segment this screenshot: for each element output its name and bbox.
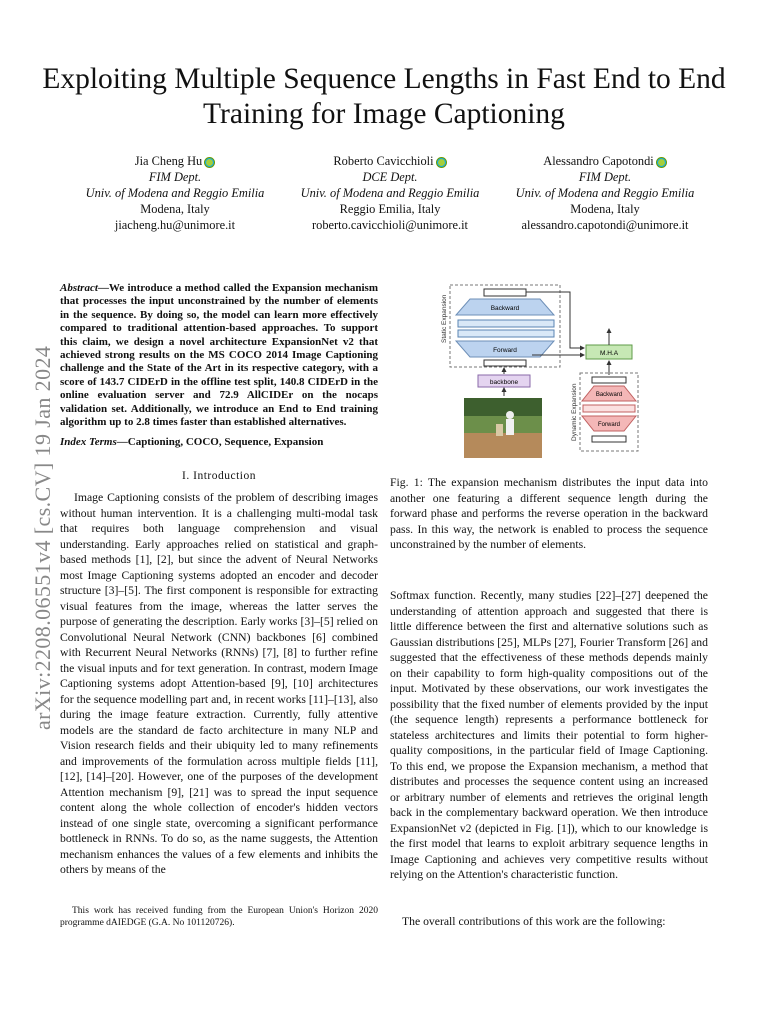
orcid-icon[interactable]: [656, 157, 667, 168]
index-terms-lead: Index Terms: [60, 436, 117, 448]
author-dept: DCE Dept.: [362, 170, 418, 184]
forward-label: Forward: [493, 347, 517, 354]
expanded-row-1: [458, 320, 554, 327]
author-dept: FIM Dept.: [578, 170, 632, 184]
author-name: Roberto Cavicchioli: [333, 154, 434, 168]
index-terms-text: —Captioning, COCO, Sequence, Expansion: [116, 436, 324, 448]
author-city: Reggio Emilia, Italy: [339, 202, 441, 216]
expanded-row-2: [458, 330, 554, 337]
index-terms: [60, 435, 378, 451]
author-3: [500, 153, 710, 233]
intro-paragraph: Image Captioning consists of the problem of describing images without human intervention. It is a challenging multi-modal task that requires both language comprehension and visual understanding. Early approaches relied on statistical and graph-based methods [1], [2], but since the advent of Neural Networks most Image Captioning systems adopted an encoder and decoder structure [3]–[5]. The first component is responsible for extracting visual features from the image, whereas the latter serves the purpose of generating the description. Early works [3]–[5] relied on Convolutional Neural Network (CNN) backbones [6] combined with Recurrent Neural Networks (RNNs) [7], [8] to further refine the visual inputs and for text generation. In contrast, modern Image Captioning systems adopt Attention-based [9], [10] architectures for the sequence modelling part and, in recent works [11]–[13], also during the image feature extraction. Currently, fully attentive models are the standard de facto architecture in many NLP and Vision research fields and their ubiquity led to many refinements and improvements of the formulation across multiple fields [11], [12], [14]–[20]. However, one of the purposes of the development Attention mechanism [9], [21] was to spread the input sequence content along the whole collection of encoder's hidden vectors instead of one single state, overcoming a significant performance bottleneck in RNNs. To do so, as the name suggests, the Attention mechanism enhances the values of a few elements and inhibits the others by means of the: [60, 491, 378, 876]
orcid-icon[interactable]: [204, 157, 215, 168]
author-city: Modena, Italy: [140, 202, 210, 216]
backward-label: Backward: [490, 305, 520, 312]
figure-1: [440, 283, 680, 463]
abstract: [60, 282, 378, 429]
author-name: Alessandro Capotondi: [543, 154, 654, 168]
author-email[interactable]: alessandro.capotondi@unimore.it: [521, 218, 689, 232]
author-email[interactable]: roberto.cavicchioli@unimore.it: [312, 218, 468, 232]
abstract-lead: Abstract: [60, 282, 98, 294]
author-dept: FIM Dept.: [148, 170, 202, 184]
backbone-label: backbone: [489, 379, 519, 386]
token-strip: [592, 436, 626, 442]
dynamic-expansion-label: Dynamic Expansion: [571, 383, 578, 441]
mha-label: M.H.A: [599, 350, 619, 357]
contributions-intro: The overall contributions of this work are the following:: [402, 915, 666, 928]
right-paragraph: Softmax function. Recently, many studies [22]–[27] deepened the understanding of attention approach and suggested that there is little difference between the first and alternative solutions such as Gaussian distributions [25], MLPs [27], Fourier Transform [26] and suggested that the effectiveness of these methods depends mainly on their capability to form high-quality compositions out of the input. Motivated by these observations, our work investigates the possibility that the fixed number of elements provided by the input (the sequence length) represents a performance bottleneck for stateless architectures and limits their potential to form higher-quality compositions, in the particular field of Image Captioning. To this end, we propose the Expansion mechanism, a method that distributes and processes the sequence content using an increased or arbitrary number of elements and retrieves the original length back in the complementary backward operation. We then introduce ExpansionNet v2 (depicted in Fig. [1]), which to our knowledge is the first model that learns to exploit arbitrary sequence lengths in Image Captioning and achieves very competitive results without relying on the Attention's characteristic function.: [390, 589, 708, 881]
token-strip: [592, 377, 626, 383]
author-name: Jia Cheng Hu: [134, 154, 203, 168]
author-block: [70, 153, 710, 233]
expansion-diagram: [440, 283, 680, 463]
author-univ: Univ. of Modena and Reggio Emilia: [85, 186, 265, 200]
author-email[interactable]: jiacheng.hu@unimore.it: [114, 218, 236, 232]
orcid-icon[interactable]: [436, 157, 447, 168]
abstract-text: —We introduce a method called the Expansion mechanism that processes the input unconstrained by the number of elements in the sequence. By doing so, the model can learn more effectively compared to traditional attention-based approaches. To support this claim, we design a novel architecture ExpansionNet v2 that achieved strong results on the MS COCO 2014 Image Captioning challenge and the State of the Art in its respective category, with a score of 143.7 CIDErD in the offline test split, 140.8 CIDErD in the online evaluation server and 72.9 AllCIDEr on the nocaps validation set. Additionally, we introduce an End to End training algorithm up to 2.8 times faster than established alternatives.: [60, 282, 378, 429]
static-expansion-label: Static Expansion: [441, 294, 448, 343]
author-1: [70, 153, 280, 233]
section-heading: I. Introduction: [182, 470, 256, 482]
author-univ: Univ. of Modena and Reggio Emilia: [300, 186, 480, 200]
dynamic-expanded-row: [583, 405, 635, 412]
figure-caption: Fig. 1: The expansion mechanism distributes the input data into another one featuring a different sequence length during the forward phase and performs the reverse operation in the backward pass. In this way, the network is enabled to process the sequence unconstrained by the number of elements.: [390, 476, 708, 551]
author-city: Modena, Italy: [570, 202, 640, 216]
token-strip: [484, 289, 526, 296]
arxiv-stamp: [10, 270, 55, 730]
arxiv-stamp-text: arXiv:2208.06551v4 [cs.CV] 19 Jan 2024: [30, 345, 55, 730]
paper-title: Exploiting Multiple Sequence Lengths in Fast End to End Training for Image Captioning: [42, 63, 726, 130]
author-2: [285, 153, 495, 233]
funding-footnote: This work has received funding from the European Union's Horizon 2020 programme dAIEDGE (G.A. No 101120726).: [60, 906, 378, 928]
author-univ: Univ. of Modena and Reggio Emilia: [515, 186, 695, 200]
dynamic-backward-label: Backward: [595, 392, 623, 398]
token-strip: [484, 360, 526, 366]
dynamic-forward-label: Forward: [597, 422, 621, 428]
